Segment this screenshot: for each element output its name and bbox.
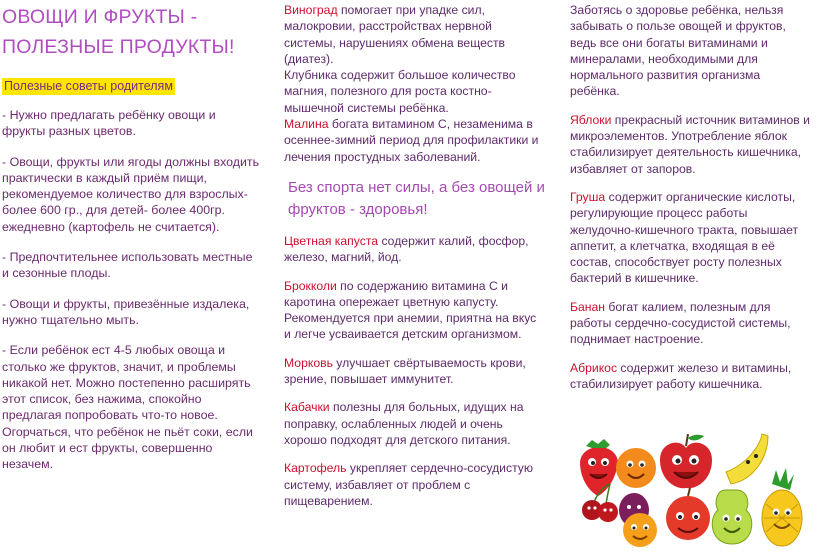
item-potato xyxy=(284,460,546,509)
tip-local-produce: - Предпочтительнее использовать местные и сезонные плоды. xyxy=(2,250,253,281)
item-apples-text: прекрасный источник витаминов и микроэлементов. Употребление яблок стабилизирует деятельность кишечника, избавляет от запоров. xyxy=(570,112,810,176)
strawberry-icon xyxy=(580,439,618,496)
column-left xyxy=(0,0,262,473)
parents-tips-highlight: Полезные советы родителям xyxy=(4,79,173,93)
intro-text: Заботясь о здоровье ребёнка, нельзя забывать о пользе овощей и фруктов, ведь все они богаты витаминами и минералами, необходимыми для нормального развития организма ребёнка. xyxy=(570,3,786,99)
item-apricot-name: Абрикос xyxy=(570,360,618,375)
item-raspberry-name: Малина xyxy=(284,117,329,132)
item-pear-name: Груша xyxy=(570,189,606,204)
item-carrot xyxy=(284,355,546,388)
apple-icon xyxy=(660,434,712,488)
item-raspberry-text: богата витамином С, незаменима в осеннее-зимний период для профилактики и лечения простудных заболеваний. xyxy=(284,117,539,164)
item-cauliflower-name: Цветная капуста xyxy=(284,233,379,248)
item-broccoli xyxy=(284,278,546,343)
item-banana-name: Банан xyxy=(570,299,606,314)
slogan: Без спорта нет силы, а без овощей и фруктов - здоровья! xyxy=(288,178,545,218)
pineapple-icon xyxy=(762,468,802,546)
item-broccoli-text: по содержанию витамина С и каротина опережает цветную капусту. Рекомендуется при анемии, приятна на вкус и легче усваивается детским организмом. xyxy=(284,278,537,342)
column-right xyxy=(570,0,810,392)
tip-colors: - Нужно предлагать ребёнку овощи и фрукты разных цветов. xyxy=(2,108,216,139)
item-cauliflower xyxy=(284,233,546,266)
item-pear xyxy=(570,189,810,287)
tip-daily-portion: - Овощи, фрукты или ягоды должны входить практически в каждый приём пищи, рекомендуемое количество для взрослых- более 600 гр., для детей- более 400гр. ежедневно (картофель не считается). xyxy=(2,154,260,234)
item-apples-name: Яблоки xyxy=(570,112,612,127)
item-grapes-name: Виноград xyxy=(284,3,338,17)
tip-wash-imported: - Овощи и фрукты, привезённые издалека, нужно тщательно мыть. xyxy=(2,296,250,327)
item-strawberry: Клубника содержит большое количество магния, полезного для роста костно-мышечной системы ребёнка. xyxy=(284,68,516,115)
item-zucchini-name: Кабачки xyxy=(284,400,330,415)
item-apricot-text: содержит железо и витамины, стабилизирует работу кишечника. xyxy=(570,360,792,391)
item-apples xyxy=(570,112,810,177)
item-potato-text: укрепляет сердечно-сосудистую систему, избавляет от проблем с пищеварением. xyxy=(284,461,534,508)
item-banana xyxy=(570,299,810,348)
red-apple-icon xyxy=(666,488,710,540)
banana-icon xyxy=(726,434,768,484)
item-raspberry xyxy=(284,116,546,165)
column-middle xyxy=(284,0,546,509)
item-zucchini-text: полезны для больных, идущих на поправку, ослабленных людей и очень хорошо подходят для детского питания. xyxy=(284,400,524,447)
item-potato-name: Картофель xyxy=(284,461,347,476)
item-apricot xyxy=(570,360,810,393)
title-line-2: ПОЛЕЗНЫЕ ПРОДУКТЫ! xyxy=(2,36,235,58)
item-zucchini xyxy=(284,399,546,448)
cartoon-fruits-illustration xyxy=(576,432,806,550)
title-line-1: ОВОЩИ И ФРУКТЫ - xyxy=(2,6,198,28)
item-carrot-text: улучшает свёртываемость крови, зрение, повышает иммунитет. xyxy=(284,355,526,387)
item-carrot-name: Морковь xyxy=(284,355,333,370)
orange-icon xyxy=(623,513,657,547)
item-banana-text: богат калием, полезным для работы сердечно-сосудистой системы, поднимает настроение. xyxy=(570,299,791,347)
page-title xyxy=(2,2,262,62)
peach-icon xyxy=(616,448,656,488)
item-grapes-text: помогает при упадке сил, малокровии, расстройствах нервной системы, нарушениях обмена веществ (диатез). xyxy=(284,3,506,66)
tip-variety: - Если ребёнок ест 4-5 любых овоща и столько же фруктов, значит, и проблемы никакой нет. Можно постепенно расширять этот список, без нажима, спокойно предлагая попробовать что-то новое. Огорчаться, что ребёнок не пьёт соки, если он любит и ест фрукты, совершенно незачем. xyxy=(2,343,253,472)
item-grapes xyxy=(284,2,546,67)
pear-icon xyxy=(712,490,752,544)
item-pear-text: содержит органические кислоты, регулирующие процесс работы желудочно-кишечного тракта, повышает аппетит, а клетчатка, входящая в её состав, способствует росту полезных бактерий в кишечнике. xyxy=(570,189,799,286)
item-cauliflower-text: содержит калий, фосфор, железо, магний, йод. xyxy=(284,233,529,265)
item-broccoli-name: Брокколи xyxy=(284,278,337,293)
